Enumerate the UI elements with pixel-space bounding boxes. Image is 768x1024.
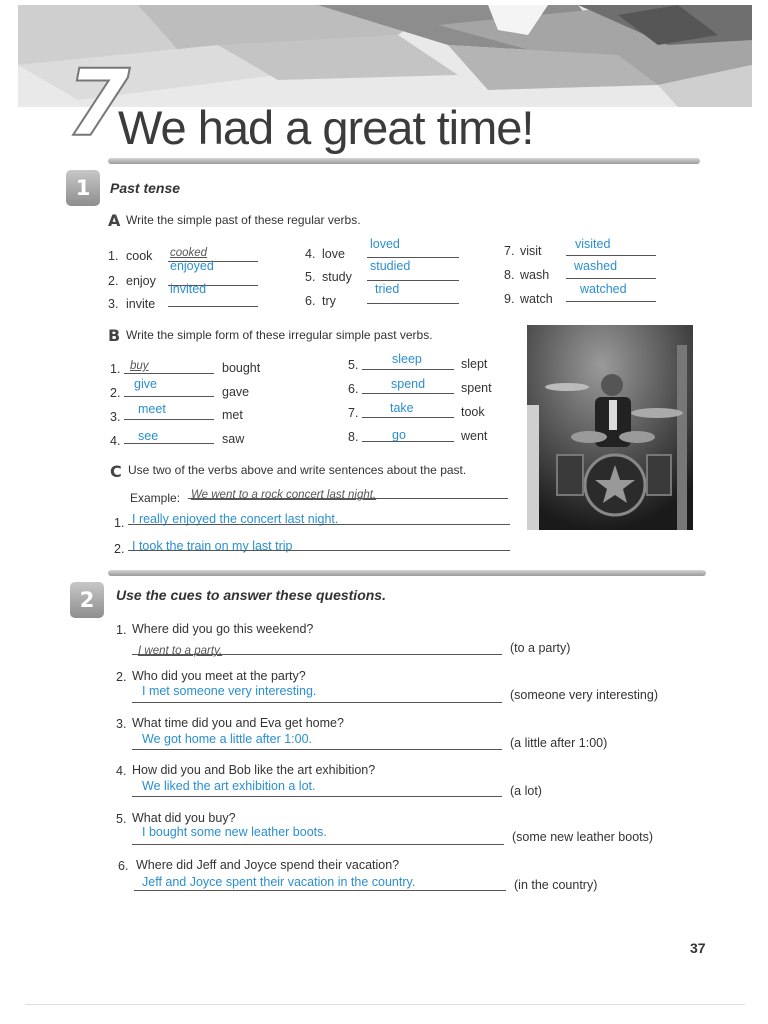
title-rule [108,158,700,164]
b-item-number: 8. [348,430,359,444]
c-item-number: 2. [114,542,125,556]
q-text: What time did you and Eva get home? [132,716,344,730]
answer-line [367,257,459,258]
b-past-verb: went [461,429,488,443]
b-item-number: 2. [110,386,121,400]
a-item-number: 3. [108,297,119,311]
a-answer: watched [580,282,627,296]
drummer-photo [527,325,693,530]
b-item-number: 1. [110,362,121,376]
answer-line [566,301,656,302]
b-item-number: 5. [348,358,359,372]
b-item-number: 7. [348,406,359,420]
exercise-c-instruction: Use two of the verbs above and write sentences about the past. [128,463,467,477]
unit-number: 7 [66,50,131,157]
a-item-number: 1. [108,249,119,263]
q-answer: I went to a party. [138,645,223,657]
q-text: Who did you meet at the party? [132,669,306,683]
answer-line [132,654,502,655]
q-number: 5. [116,812,127,826]
b-past-verb: took [461,405,485,419]
answer-line [124,373,214,374]
section-2-title: Use the cues to answer these questions. [116,587,386,603]
q-answer: Jeff and Joyce spent their vacation in the country. [142,875,416,889]
exercise-c-letter: C [110,462,122,481]
b-past-verb: spent [461,381,492,395]
answer-line [367,303,459,304]
a-item-verb: cook [126,249,153,263]
a-item-verb: wash [520,268,550,282]
a-item-number: 2. [108,274,119,288]
b-answer: sleep [392,352,422,366]
b-answer: go [392,428,406,442]
answer-line [566,255,656,256]
b-item-number: 6. [348,382,359,396]
section-2-badge: 2 [70,582,104,618]
a-answer: tried [375,282,400,296]
answer-line [362,441,454,442]
q-text: Where did you go this weekend? [132,622,314,636]
answer-line [132,796,502,797]
q-answer: We liked the art exhibition a lot. [142,779,316,793]
answer-line [362,393,454,394]
q-cue: (a little after 1:00) [510,736,608,750]
section-2-rule [108,570,706,576]
q-cue: (in the country) [514,878,598,892]
answer-line [168,306,258,307]
q-answer: I bought some new leather boots. [142,825,327,839]
b-past-verb: saw [222,432,245,446]
answer-line [124,396,214,397]
a-item-number: 4. [305,247,316,261]
a-answer: enjoyed [170,259,214,273]
b-item-number: 3. [110,410,121,424]
b-past-verb: met [222,408,243,422]
q-cue: (to a party) [510,641,571,655]
a-item-number: 7. [504,244,515,258]
exercise-a-instruction: Write the simple past of these regular verbs. [126,213,361,227]
b-answer: take [390,401,414,415]
answer-line [367,280,459,281]
q-number: 4. [116,764,127,778]
q-cue: (someone very interesting) [510,688,658,702]
q-cue: (some new leather boots) [512,830,654,844]
q-number: 3. [116,717,127,731]
q-text: Where did Jeff and Joyce spend their vacation? [136,858,400,872]
answer-line [134,890,506,891]
a-item-number: 6. [305,294,316,308]
a-answer: loved [370,237,400,251]
a-answer: cooked [170,247,208,259]
a-item-verb: enjoy [126,274,156,288]
a-answer: invited [170,282,207,296]
a-item-verb: invite [126,297,156,311]
q-number: 6. [118,859,129,873]
c-item-number: 1. [114,516,125,530]
a-item-verb: watch [520,292,553,306]
b-answer: meet [138,402,166,416]
q-number: 1. [116,623,127,637]
a-item-verb: love [322,247,345,261]
exercise-b-instruction: Write the simple form of these irregular simple past verbs. [126,328,433,342]
exercise-a-letter: A [108,211,121,230]
a-item-verb: study [322,270,352,284]
answer-line [128,524,510,525]
a-item-verb: try [322,294,336,308]
example-sentence: We went to a rock concert last night. [191,489,377,501]
answer-line [132,702,502,703]
example-label: Example: [130,491,181,505]
section-1-title: Past tense [110,180,181,196]
q-answer: We got home a little after 1:00. [142,732,313,746]
answer-line [132,749,502,750]
q-text: How did you and Bob like the art exhibition? [132,763,376,777]
c-answer: I took the train on my last trip [132,539,293,553]
answer-line [132,844,504,845]
q-answer: I met someone very interesting. [142,684,317,698]
answer-line [124,419,214,420]
b-answer: buy [130,360,149,372]
answer-line [362,417,454,418]
section-1-badge: 1 [66,170,100,206]
q-text: What did you buy? [132,811,236,825]
a-answer: visited [575,237,611,251]
page-title: We had a great time! [118,101,534,154]
answer-line [124,443,214,444]
b-past-verb: slept [461,357,488,371]
a-item-verb: visit [520,244,542,258]
b-item-number: 4. [110,434,121,448]
exercise-b-letter: B [108,326,121,345]
answer-line [128,550,510,551]
q-cue: (a lot) [510,784,542,798]
q-number: 2. [116,670,127,684]
b-past-verb: gave [222,385,250,399]
b-past-verb: bought [222,361,261,375]
a-item-number: 9. [504,292,515,306]
c-answer: I really enjoyed the concert last night. [132,512,339,526]
answer-line [362,369,454,370]
a-item-number: 8. [504,268,515,282]
a-item-number: 5. [305,270,316,284]
a-answer: washed [574,259,618,273]
a-answer: studied [370,259,411,273]
b-answer: give [134,377,157,391]
answer-line [566,278,656,279]
b-answer: see [138,429,159,443]
answer-line [188,498,508,499]
page-number: 37 [690,940,706,956]
bottom-rule [25,1004,745,1005]
b-answer: spend [391,377,426,391]
